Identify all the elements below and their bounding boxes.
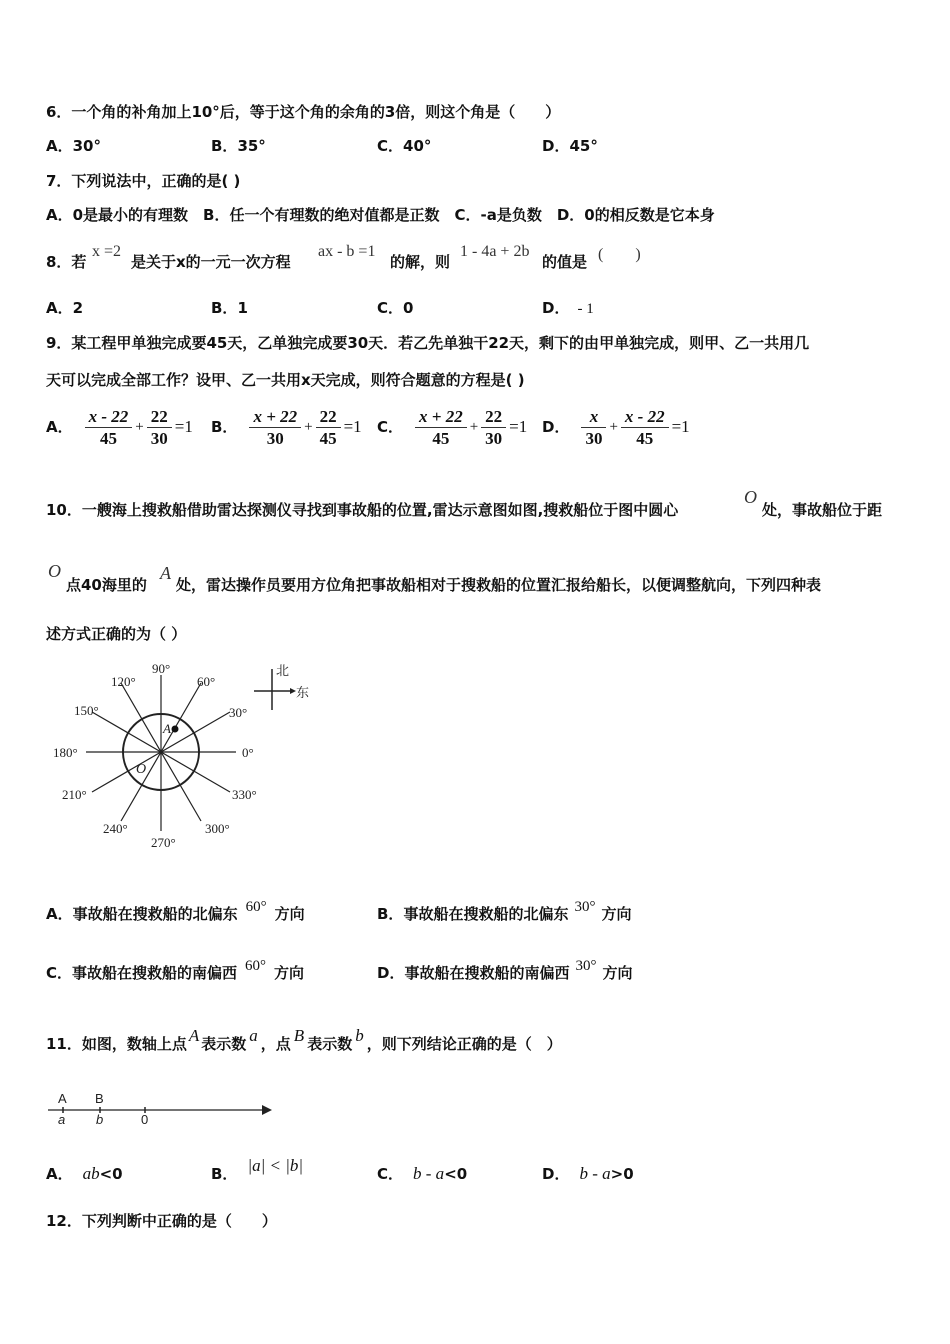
q10-option-c: C．事故船在搜救船的南偏西 60° 方向	[46, 958, 305, 982]
q11-option-a: A． ab<0	[46, 1164, 123, 1183]
radar-label-270: 270°	[151, 835, 176, 850]
q7-stem: 7．下列说法中，正确的是( )	[46, 172, 241, 190]
q6-option-c: C．40°	[377, 137, 432, 155]
compass-icon	[254, 664, 309, 710]
radar-label-210: 210°	[62, 787, 87, 802]
radar-diagram	[40, 655, 330, 865]
q8-paren: ( )	[598, 246, 641, 263]
q8-math-expression: 1 - 4a + 2b	[460, 243, 530, 260]
q8-math-equation: ax - b =1	[318, 243, 376, 260]
q8-mid2: 的解，则	[390, 253, 451, 271]
q6-stem: 6．一个角的补角加上10°后，等于这个角的余角的3倍，则这个角是（ ）	[46, 103, 561, 121]
radar-center-o: O	[136, 762, 147, 777]
q11-option-b: B． |a| < |b|	[211, 1156, 304, 1183]
q10-line1: 10．一艘海上搜救船借助雷达探测仪寻找到事故船的位置,雷达示意图如图,搜救船位于图中圆心	[46, 501, 679, 519]
number-line-label-A: A	[58, 1091, 67, 1106]
q9-d-frac1: $\frac{x}{30}$	[581, 406, 606, 449]
q9-option-c: C． $\frac{x + 22}{45}$ + $\frac{22}{30}$ =1	[377, 406, 528, 448]
q8-option-d: D． - 1	[542, 299, 594, 317]
radar-label-150: 150°	[74, 703, 99, 718]
number-line-label-a: a	[58, 1112, 66, 1127]
radar-label-90: 90°	[152, 661, 171, 676]
number-line-arrow-icon	[262, 1105, 272, 1115]
compass-east-label: 东	[296, 686, 310, 701]
q10-line1b: 处，事故船位于距	[762, 501, 883, 519]
q6-option-d: D．45°	[542, 137, 598, 155]
q10-point-o: O	[744, 487, 757, 507]
q8-option-b: B．1	[211, 299, 248, 317]
q10-point-o-2: O	[48, 561, 61, 581]
radar-label-30: 30°	[229, 705, 248, 720]
q9-b-frac1: $\frac{x + 22}{30}$	[249, 406, 301, 449]
q9-a-frac2: $\frac{22}{30}$	[147, 406, 172, 449]
radar-label-240: 240°	[103, 821, 128, 836]
q11-option-c: C． b - a<0	[377, 1164, 468, 1183]
q10-option-d: D．事故船在搜救船的南偏西 30° 方向	[377, 958, 633, 982]
q10-option-b: B．事故船在搜救船的北偏东 30° 方向	[377, 899, 632, 923]
q8-option-c: C．0	[377, 299, 414, 317]
q8-mid1: 是关于x的一元一次方程	[131, 253, 291, 271]
q10-line2: 点40海里的	[66, 576, 147, 594]
q9-option-b: B． $\frac{x + 22}{30}$ + $\frac{22}{45}$ =1	[211, 406, 362, 448]
q9-option-d: D． $\frac{x}{30}$ + $\frac{x - 22}{45}$ =1	[542, 406, 690, 448]
q6-option-b: B．35°	[211, 137, 266, 155]
number-line-label-zero: 0	[141, 1112, 149, 1127]
number-line-label-B: B	[95, 1091, 104, 1106]
q8-option-a: A．2	[46, 299, 84, 317]
radar-lines	[86, 675, 236, 831]
q8-suffix: 的值是	[542, 253, 588, 271]
q9-b-frac2: $\frac{22}{45}$	[316, 406, 341, 449]
q11-option-d: D． b - a>0	[542, 1164, 634, 1183]
q9-d-frac2: $\frac{x - 22}{45}$	[621, 406, 669, 449]
q6-option-a: A．30°	[46, 137, 101, 155]
radar-label-120: 120°	[111, 674, 136, 689]
radar-point-a-dot	[172, 726, 179, 733]
radar-point-a-label: A	[163, 721, 171, 736]
q10-line3: 述方式正确的为（ ）	[46, 625, 187, 643]
q9-a-frac1: $\frac{x - 22}{45}$	[85, 406, 133, 449]
q9-line1: 9．某工程甲单独完成要45天，乙单独完成要30天．若乙先单独干22天，剩下的由甲单独完成，则甲、乙一共用几	[46, 334, 810, 352]
radar-label-180: 180°	[53, 745, 78, 760]
q9-c-frac1: $\frac{x + 22}{45}$	[415, 406, 467, 449]
compass-north-label: 北	[276, 664, 290, 679]
q8-prefix: 8．若	[46, 253, 87, 271]
q9-c-frac2: $\frac{22}{30}$	[481, 406, 506, 449]
number-line-diagram	[40, 1085, 280, 1130]
q11-stem: 11．如图，数轴上点 A 表示数 a ，点 B 表示数 b ，则下列结论正确的是（ ）	[46, 1026, 562, 1053]
radar-label-300: 300°	[205, 821, 230, 836]
number-line-label-b: b	[96, 1112, 104, 1127]
radar-label-60: 60°	[197, 674, 216, 689]
q9-line2: 天可以完成全部工作？设甲、乙一共用x天完成，则符合题意的方程是( )	[46, 371, 525, 389]
q12-stem: 12．下列判断中正确的是（ ）	[46, 1212, 277, 1230]
radar-label-330: 330°	[232, 787, 257, 802]
q8-math-x-eq-2: x =2	[92, 243, 122, 260]
q9-option-a: A． $\frac{x - 22}{45}$ + $\frac{22}{30}$ =1	[46, 406, 193, 448]
q10-line2b: 处，雷达操作员要用方位角把事故船相对于搜救船的位置汇报给船长，以便调整航向，下列四种表	[176, 576, 822, 594]
q10-option-a: A．事故船在搜救船的北偏东 60° 方向	[46, 899, 305, 923]
q7-options: A．0是最小的有理数 B．任一个有理数的绝对值都是正数 C．-a是负数 D．0的相反数是它本身	[46, 206, 715, 224]
q10-point-a: A	[160, 563, 171, 583]
radar-label-0: 0°	[242, 745, 254, 760]
